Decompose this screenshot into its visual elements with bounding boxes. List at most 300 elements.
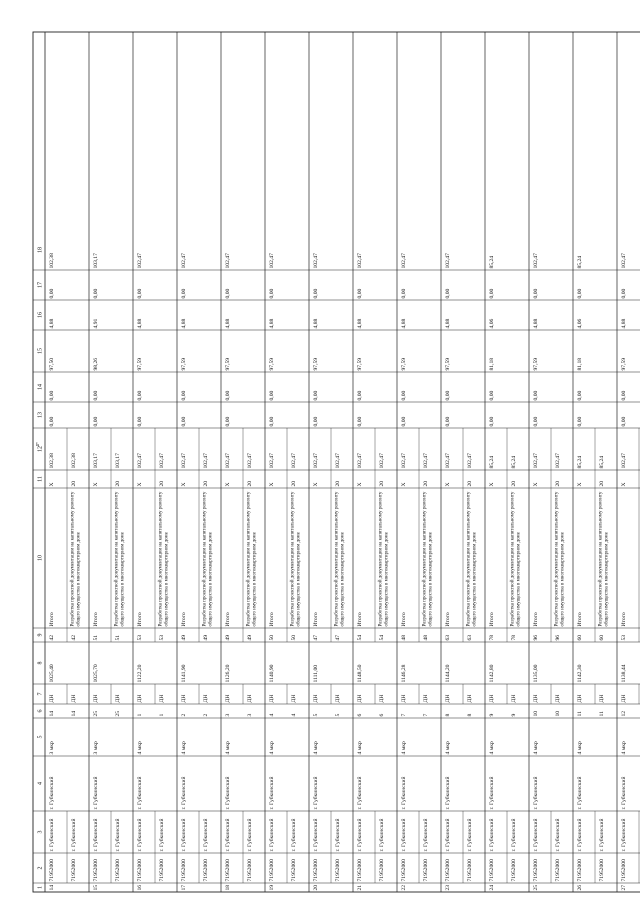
house-type: ДН: [533, 694, 539, 703]
municipality-name: г. Губкинский: [335, 818, 341, 852]
apartments-count: 53: [621, 634, 627, 641]
total-cost: 102,47: [225, 453, 231, 469]
work-code: Х: [489, 482, 495, 487]
apartments-count: 96: [533, 634, 539, 641]
cost-local: 97,59: [621, 357, 627, 371]
cost-per-sqm: 102,47: [533, 253, 539, 269]
work-code: Х: [621, 482, 627, 487]
cost-owners: 4,88: [445, 318, 451, 329]
cost-federal: 0,00: [225, 416, 231, 427]
work-code: 20: [511, 480, 517, 487]
municipality-name: г. Губкинский: [159, 818, 165, 852]
house-type: ДН: [93, 694, 99, 703]
cost-federal: 0,00: [181, 416, 187, 427]
house-number: 5: [335, 713, 341, 717]
cost-per-sqm: 103,17: [93, 253, 99, 269]
total-area: 1025,70: [93, 664, 99, 683]
oktmo-code: 71952000: [137, 859, 143, 882]
oktmo-code: 71952000: [511, 859, 517, 882]
cost-owners: 4,88: [181, 318, 187, 329]
microdistrict: 4 мкр: [225, 741, 231, 755]
microdistrict: 4 мкр: [313, 741, 319, 755]
house-type: ДН: [115, 694, 121, 703]
work-description: Разработка проектной документации на капитальному ремонтуобщего имущества в многоквартирном доме: [554, 491, 566, 627]
total-area: 1141,90: [181, 664, 187, 683]
column-header-2: 2: [37, 866, 44, 870]
total-area: 1025,40: [49, 664, 55, 683]
municipality-name: г. Губкинский: [577, 818, 583, 852]
work-code: 20: [203, 480, 209, 487]
row-number: 16: [137, 884, 143, 891]
cost-per-sqm: 102,47: [445, 253, 451, 269]
work-description: Разработка проектной документации на капитальному ремонтуобщего имущества в многоквартирном доме: [202, 491, 214, 627]
house-type: ДН: [401, 694, 407, 703]
oktmo-code: 71952000: [467, 859, 473, 882]
row-number: 26: [577, 884, 583, 891]
work-code: Х: [533, 482, 539, 487]
house-number: 4: [291, 713, 297, 717]
total-cost: 102,38: [49, 453, 55, 469]
cost-other: 0,00: [489, 288, 495, 299]
oktmo-code: 71952000: [445, 859, 451, 882]
microdistrict: 4 мкр: [401, 741, 407, 755]
cost-federal: 0,00: [313, 416, 319, 427]
cost-other: 0,00: [269, 288, 275, 299]
apartments-count: 53: [159, 634, 165, 641]
apartments-count: 49: [247, 634, 253, 641]
cost-per-sqm: 102,47: [357, 253, 363, 269]
microdistrict: 3 мкр: [49, 741, 55, 755]
total-cost: 102,38: [71, 453, 77, 469]
house-number: 10: [555, 710, 561, 717]
house-type: ДН: [247, 694, 253, 703]
work-code: Х: [93, 482, 99, 487]
oktmo-code: 71952000: [577, 859, 583, 882]
municipality-name: г. Губкинский: [467, 818, 473, 852]
cost-other: 0,00: [137, 288, 143, 299]
house-number: 6: [357, 713, 363, 717]
cost-regional: 0,00: [181, 390, 187, 401]
microdistrict: 4 мкр: [181, 741, 187, 755]
total-cost: 85,24: [577, 455, 583, 469]
work-description: Разработка проектной документации на капитальному ремонтуобщего имущества в многоквартирном доме: [466, 491, 478, 627]
house-type: ДН: [291, 694, 297, 703]
total-cost: 103,17: [115, 453, 121, 469]
cost-federal: 0,00: [49, 416, 55, 427]
row-number: 23: [445, 884, 451, 891]
work-code: Х: [269, 482, 275, 487]
work-code: Х: [445, 482, 451, 487]
settlement-name: г. Губкинский: [357, 776, 363, 810]
work-code: 20: [335, 480, 341, 487]
cost-federal: 0,00: [137, 416, 143, 427]
cost-federal: 0,00: [445, 416, 451, 427]
work-code: Х: [225, 482, 231, 487]
house-type: ДН: [203, 694, 209, 703]
cost-per-sqm: 102,47: [137, 253, 143, 269]
total-cost: 102,47: [467, 453, 473, 469]
cost-owners: 4,88: [225, 318, 231, 329]
house-type: ДН: [159, 694, 165, 703]
oktmo-code: 71952000: [159, 859, 165, 882]
cost-owners: 4,06: [489, 318, 495, 329]
cost-federal: 0,00: [489, 416, 495, 427]
row-number: 22: [401, 884, 407, 891]
row-number: 17: [181, 884, 187, 891]
work-code: 20: [291, 480, 297, 487]
municipality-name: г. Губкинский: [137, 818, 143, 852]
cost-per-sqm: 85,24: [489, 255, 495, 269]
column-header-13: 13: [37, 412, 44, 418]
municipality-name: г. Губкинский: [489, 818, 495, 852]
house-type: ДН: [511, 694, 517, 703]
total-area: 1148,50: [357, 664, 363, 683]
work-code: Х: [401, 482, 407, 487]
municipality-name: г. Губкинский: [379, 818, 385, 852]
municipality-name: г. Губкинский: [401, 818, 407, 852]
work-description: Итого: [401, 612, 407, 627]
house-number: 11: [599, 711, 605, 717]
settlement-name: г. Губкинский: [181, 776, 187, 810]
apartments-count: 60: [577, 634, 583, 641]
cost-owners: 4,88: [533, 318, 539, 329]
column-header-11: 11: [37, 476, 44, 482]
oktmo-code: 71952000: [269, 859, 275, 882]
municipality-name: г. Губкинский: [555, 818, 561, 852]
apartments-count: 42: [71, 634, 77, 641]
settlement-name: г. Губкинский: [445, 776, 451, 810]
oktmo-code: 71952000: [203, 859, 209, 882]
total-cost: 102,47: [555, 453, 561, 469]
municipality-name: г. Губкинский: [599, 818, 605, 852]
microdistrict: 4 мкр: [533, 741, 539, 755]
work-description: Разработка проектной документации на капитальному ремонтуобщего имущества в многоквартирном доме: [114, 491, 126, 627]
microdistrict: 3 мкр: [93, 741, 99, 755]
cost-local: 97,59: [533, 357, 539, 371]
municipality-name: г. Губкинский: [49, 818, 55, 852]
total-cost: 102,47: [137, 453, 143, 469]
row-number: 20: [313, 884, 319, 891]
total-cost: 102,47: [621, 453, 627, 469]
house-number: 5: [313, 713, 319, 717]
total-area: 1142,30: [577, 664, 583, 683]
house-number: 6: [379, 713, 385, 717]
apartments-count: 78: [489, 634, 495, 641]
work-description: Разработка проектной документации на капитальному ремонтуобщего имущества в многоквартирном доме: [158, 491, 170, 627]
oktmo-code: 71952000: [93, 859, 99, 882]
total-area: 1146,28: [401, 664, 407, 683]
work-code: Х: [357, 482, 363, 487]
apartments-count: 48: [423, 634, 429, 641]
cost-other: 0,00: [577, 288, 583, 299]
cost-other: 0,00: [401, 288, 407, 299]
cost-other: 0,00: [621, 288, 627, 299]
apartments-count: 49: [181, 634, 187, 641]
total-cost: 102,47: [423, 453, 429, 469]
cost-regional: 0,00: [401, 390, 407, 401]
table-rotated-group: [33, 32, 640, 892]
house-type: ДН: [71, 694, 77, 703]
house-number: 10: [533, 710, 539, 717]
work-description: Итого: [313, 612, 319, 627]
work-code: 20: [247, 480, 253, 487]
municipality-name: г. Губкинский: [511, 818, 517, 852]
cost-owners: 4,88: [313, 318, 319, 329]
apartments-count: 49: [203, 634, 209, 641]
apartments-count: 78: [511, 634, 517, 641]
work-description: Разработка проектной документации на капитальному ремонтуобщего имущества в многоквартирном доме: [510, 491, 522, 627]
cost-other: 0,00: [445, 288, 451, 299]
work-description: Итого: [533, 612, 539, 627]
settlement-name: г. Губкинский: [313, 776, 319, 810]
total-cost: 102,47: [269, 453, 275, 469]
work-code: 20: [555, 480, 561, 487]
work-description: Итого: [225, 612, 231, 627]
total-area: 1140,90: [269, 664, 275, 683]
settlement-name: г. Губкинский: [137, 776, 143, 810]
row-number: 14: [49, 884, 55, 891]
column-header-14: 14: [37, 384, 44, 390]
work-code: Х: [181, 482, 187, 487]
microdistrict: 4 мкр: [621, 741, 627, 755]
house-type: ДН: [467, 694, 473, 703]
house-number: 14: [49, 710, 55, 717]
settlement-name: г. Губкинский: [621, 776, 627, 810]
total-cost: 102,47: [203, 453, 209, 469]
microdistrict: 4 мкр: [489, 741, 495, 755]
cost-regional: 0,00: [621, 390, 627, 401]
house-type: ДН: [445, 694, 451, 703]
house-type: ДН: [621, 694, 627, 703]
total-cost: 102,47: [291, 453, 297, 469]
municipality-name: г. Губкинский: [247, 818, 253, 852]
cost-other: 0,00: [357, 288, 363, 299]
apartments-count: 51: [93, 634, 99, 641]
row-number: 18: [225, 884, 231, 891]
total-cost: 102,47: [247, 453, 253, 469]
house-type: ДН: [49, 694, 55, 703]
oktmo-code: 71952000: [291, 859, 297, 882]
house-type: ДН: [555, 694, 561, 703]
cost-regional: 0,00: [137, 390, 143, 401]
house-type: ДН: [379, 694, 385, 703]
house-number: 1: [137, 713, 143, 717]
row-number: 19: [269, 884, 275, 891]
cost-regional: 0,00: [489, 390, 495, 401]
column-header-9: 9: [37, 633, 44, 637]
house-number: 2: [203, 713, 209, 717]
microdistrict: 4 мкр: [577, 741, 583, 755]
oktmo-code: 71952000: [357, 859, 363, 882]
column-header-17: 17: [37, 282, 44, 288]
work-description: Итого: [181, 612, 187, 627]
cost-federal: 0,00: [621, 416, 627, 427]
cost-per-sqm: 102,47: [313, 253, 319, 269]
settlement-name: г. Губкинский: [489, 776, 495, 810]
cost-per-sqm: 102,47: [181, 253, 187, 269]
municipality-name: г. Губкинский: [71, 818, 77, 852]
apartments-count: 54: [379, 634, 385, 641]
column-header-5: 5: [37, 735, 44, 739]
total-area: 1138,44: [621, 664, 627, 683]
cost-local: 97,59: [357, 357, 363, 371]
municipality-name: г. Губкинский: [621, 818, 627, 852]
municipality-name: г. Губкинский: [181, 818, 187, 852]
apartments-count: 53: [137, 634, 143, 641]
cost-other: 0,00: [181, 288, 187, 299]
cost-owners: 4,91: [93, 318, 99, 329]
cost-local: 97,59: [313, 357, 319, 371]
work-code: 20: [467, 480, 473, 487]
work-description: Итого: [269, 612, 275, 627]
cost-per-sqm: 85,24: [577, 255, 583, 269]
oktmo-code: 71952000: [401, 859, 407, 882]
column-header-12: 12: [37, 446, 44, 452]
cost-per-sqm: 102,38: [49, 253, 55, 269]
total-cost: 102,47: [357, 453, 363, 469]
house-number: 7: [423, 713, 429, 717]
cost-local: 97,59: [401, 357, 407, 371]
apartments-count: 51: [115, 634, 121, 641]
work-description: Итого: [489, 612, 495, 627]
oktmo-code: 71952000: [71, 859, 77, 882]
house-number: 2: [181, 713, 187, 717]
house-type: ДН: [269, 694, 275, 703]
work-code: Х: [313, 482, 319, 487]
column-header-4: 4: [37, 782, 44, 785]
house-number: 3: [225, 713, 231, 717]
cost-local: 98,26: [93, 357, 99, 371]
total-cost: 102,47: [159, 453, 165, 469]
settlement-name: г. Губкинский: [49, 776, 55, 810]
cost-regional: 0,00: [313, 390, 319, 401]
settlement-name: г. Губкинский: [533, 776, 539, 810]
work-code: 20: [115, 480, 121, 487]
work-description: Разработка проектной документации на капитальному ремонтуобщего имущества в многоквартирном доме: [378, 491, 390, 627]
cost-local: 97,59: [445, 357, 451, 371]
work-description: Итого: [137, 612, 143, 627]
cost-local: 97,50: [49, 357, 55, 371]
apartments-count: 60: [599, 634, 605, 641]
house-type: ДН: [423, 694, 429, 703]
column-header-18: 18: [37, 247, 44, 253]
cost-regional: 0,00: [269, 390, 275, 401]
cost-federal: 0,00: [533, 416, 539, 427]
municipality-name: г. Губкинский: [313, 818, 319, 852]
work-description: Итого: [577, 612, 583, 627]
house-type: ДН: [225, 694, 231, 703]
work-description: Итого: [49, 612, 55, 627]
work-code: Х: [49, 482, 55, 487]
cost-other: 0,00: [313, 288, 319, 299]
settlement-name: г. Губкинский: [93, 776, 99, 810]
microdistrict: 4 мкр: [269, 741, 275, 755]
apartments-count: 96: [555, 634, 561, 641]
total-cost: 102,47: [445, 453, 451, 469]
house-type: ДН: [489, 694, 495, 703]
apartments-count: 47: [335, 634, 341, 641]
oktmo-code: 71952000: [621, 859, 627, 882]
work-description: Разработка проектной документации на капитальному ремонтуобщего имущества в многоквартирном доме: [70, 491, 82, 627]
apartments-count: 42: [49, 634, 55, 641]
cost-regional: 0,00: [225, 390, 231, 401]
total-area: 1144,20: [445, 664, 451, 683]
cost-local: 97,59: [181, 357, 187, 371]
cost-local: 97,59: [225, 357, 231, 371]
house-type: ДН: [577, 694, 583, 703]
cost-local: 97,59: [269, 357, 275, 371]
settlement-name: г. Губкинский: [577, 776, 583, 810]
house-number: 25: [115, 710, 121, 717]
settlement-name: г. Губкинский: [401, 776, 407, 810]
column-header-10: 10: [37, 555, 44, 561]
apartments-count: 49: [225, 634, 231, 641]
cost-owners: 4,88: [357, 318, 363, 329]
cost-per-sqm: 102,47: [269, 253, 275, 269]
work-code: 20: [159, 480, 165, 487]
total-cost: 102,47: [379, 453, 385, 469]
house-number: 9: [489, 713, 495, 717]
oktmo-code: 71952000: [533, 859, 539, 882]
oktmo-code: 71952000: [555, 859, 561, 882]
microdistrict: 4 мкр: [357, 741, 363, 755]
total-cost: 102,47: [181, 453, 187, 469]
municipality-name: г. Губкинский: [423, 818, 429, 852]
cost-other: 0,00: [533, 288, 539, 299]
work-description: Разработка проектной документации на капитальному ремонтуобщего имущества в многоквартирном доме: [422, 491, 434, 627]
column-header-1: 1: [37, 886, 44, 889]
oktmo-code: 71952000: [489, 859, 495, 882]
cost-federal: 0,00: [357, 416, 363, 427]
municipality-name: г. Губкинский: [357, 818, 363, 852]
cost-other: 0,00: [93, 288, 99, 299]
page-mark: ь: [36, 440, 40, 448]
oktmo-code: 71952000: [247, 859, 253, 882]
house-type: ДН: [599, 694, 605, 703]
municipality-name: г. Губкинский: [291, 818, 297, 852]
house-number: 1: [159, 713, 165, 717]
apartments-count: 47: [313, 634, 319, 641]
column-header-7: 7: [37, 692, 44, 696]
column-header-16: 16: [37, 312, 44, 318]
total-cost: 85,24: [599, 455, 605, 469]
house-number: 14: [71, 710, 77, 717]
microdistrict: 4 мкр: [137, 741, 143, 755]
work-description: Разработка проектной документации на капитальному ремонтуобщего имущества в многоквартирном доме: [334, 491, 346, 627]
cost-federal: 0,00: [269, 416, 275, 427]
column-header-6: 6: [37, 709, 44, 713]
house-number: 4: [269, 713, 275, 717]
row-number: 15: [93, 884, 99, 891]
oktmo-code: 71952000: [225, 859, 231, 882]
house-type: ДН: [181, 694, 187, 703]
house-type: ДН: [335, 694, 341, 703]
house-number: 8: [445, 713, 451, 717]
work-description: Итого: [357, 612, 363, 627]
column-header-15: 15: [37, 348, 44, 354]
municipality-name: г. Губкинский: [533, 818, 539, 852]
total-cost: 85,24: [511, 455, 517, 469]
work-code: 20: [599, 480, 605, 487]
municipality-name: г. Губкинский: [225, 818, 231, 852]
cost-per-sqm: 102,47: [401, 253, 407, 269]
cost-local: 81,18: [577, 357, 583, 371]
house-number: 9: [511, 713, 517, 717]
house-number: 8: [467, 713, 473, 717]
row-number: 27: [621, 884, 627, 891]
municipality-name: г. Губкинский: [115, 818, 121, 852]
work-description: Разработка проектной документации на капитальному ремонтуобщего имущества в многоквартирном доме: [290, 491, 302, 627]
